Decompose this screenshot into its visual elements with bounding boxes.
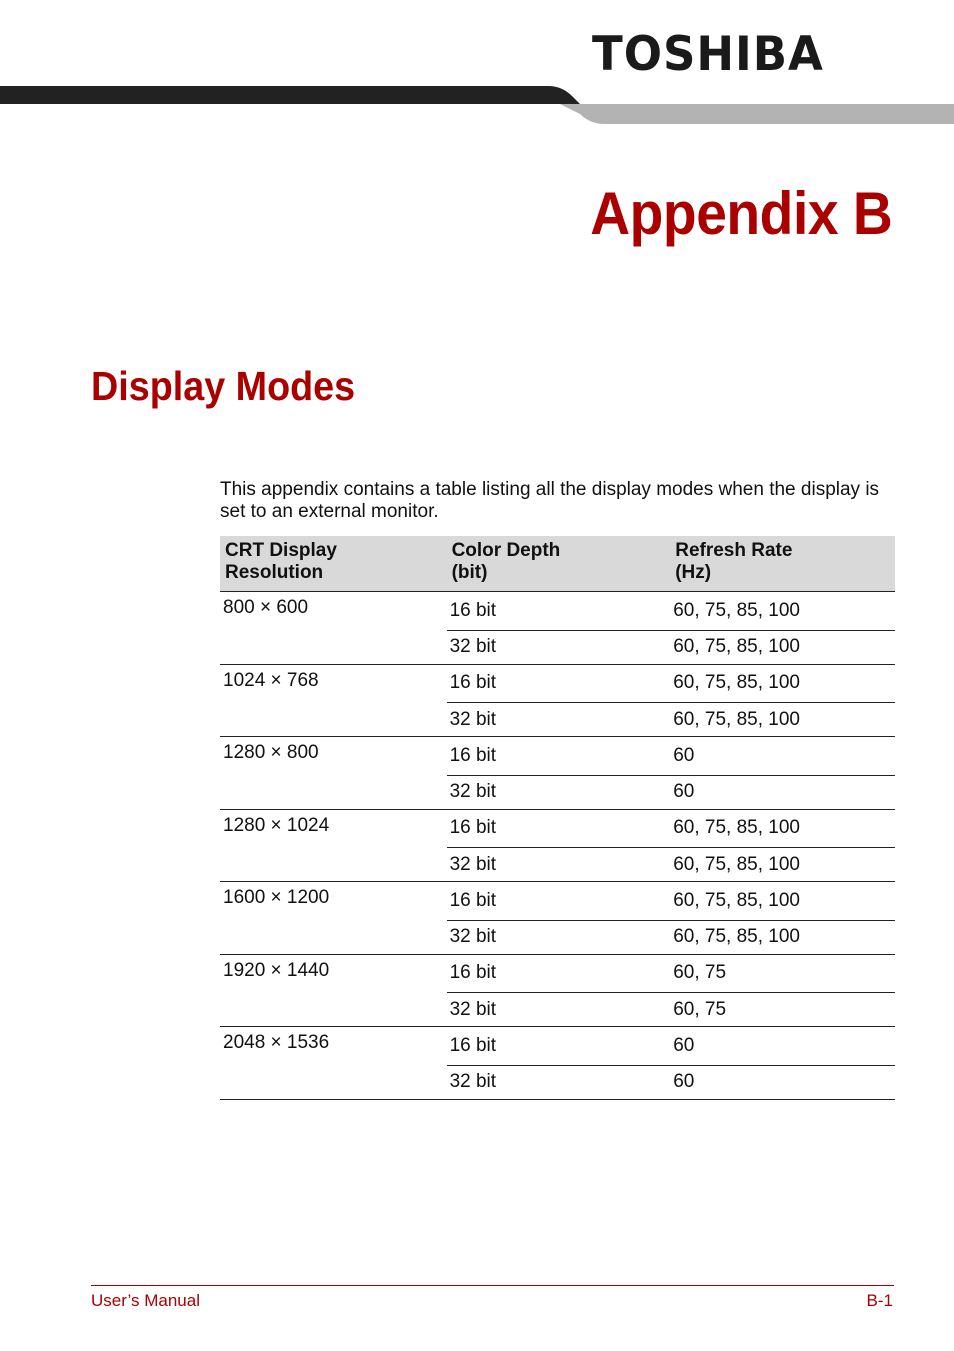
color-depth-cell: 16 bit: [447, 592, 671, 631]
color-depth-cell: 32 bit: [447, 1065, 671, 1099]
header-refresh-rate: [670, 536, 895, 592]
refresh-rate-cell: 60: [670, 737, 895, 776]
header-color-depth: [447, 536, 671, 592]
chapter-title: Appendix B: [589, 180, 892, 247]
refresh-rate-cell: 60, 75: [670, 993, 895, 1027]
intro-paragraph: This appendix contains a table listing all the display modes when the display is set to an external monitor.: [220, 479, 880, 522]
resolution-cell: 800 × 600: [220, 592, 447, 631]
refresh-rate-cell: 60, 75, 85, 100: [670, 920, 895, 954]
table-row: [220, 993, 895, 1027]
refresh-rate-cell: 60, 75, 85, 100: [670, 809, 895, 848]
color-depth-cell: 16 bit: [447, 664, 671, 703]
table-row: [220, 592, 895, 631]
empty-cell: [220, 993, 447, 1027]
header-bands: [0, 0, 954, 140]
refresh-rate-cell: 60, 75, 85, 100: [670, 630, 895, 664]
color-depth-cell: 32 bit: [447, 848, 671, 882]
empty-cell: [220, 630, 447, 664]
header-color-depth-line2: (bit): [451, 562, 488, 583]
table-body: [220, 592, 895, 1100]
header-band-light: [560, 104, 954, 124]
table-row: [220, 920, 895, 954]
refresh-rate-cell: 60, 75, 85, 100: [670, 848, 895, 882]
color-depth-cell: 16 bit: [447, 882, 671, 921]
table-row: [220, 737, 895, 776]
refresh-rate-cell: 60, 75, 85, 100: [670, 703, 895, 737]
color-depth-cell: 32 bit: [447, 630, 671, 664]
refresh-rate-cell: 60, 75, 85, 100: [670, 664, 895, 703]
section-title: Display Modes: [91, 363, 356, 409]
header-color-depth-line1: Color Depth: [451, 540, 561, 561]
empty-cell: [220, 775, 447, 809]
table-row: [220, 630, 895, 664]
table-row: [220, 882, 895, 921]
table-row: [220, 664, 895, 703]
refresh-rate-cell: 60, 75, 85, 100: [670, 592, 895, 631]
table-header-row: [220, 536, 895, 592]
refresh-rate-cell: 60: [670, 775, 895, 809]
color-depth-cell: 16 bit: [447, 737, 671, 776]
resolution-cell: 2048 × 1536: [220, 1027, 447, 1066]
header-resolution: [220, 536, 447, 592]
display-modes-table: [220, 536, 895, 1100]
table-row: [220, 775, 895, 809]
resolution-cell: 1024 × 768: [220, 664, 447, 703]
footer-manual-label: User’s Manual: [91, 1291, 200, 1310]
color-depth-cell: 32 bit: [447, 920, 671, 954]
color-depth-cell: 16 bit: [447, 954, 671, 993]
header-band-dark: [0, 86, 580, 104]
refresh-rate-cell: 60: [670, 1065, 895, 1099]
header-resolution-line2: Resolution: [225, 562, 324, 583]
color-depth-cell: 32 bit: [447, 703, 671, 737]
table-row: [220, 1065, 895, 1099]
footer-page-number: B-1: [866, 1291, 893, 1310]
color-depth-cell: 16 bit: [447, 1027, 671, 1066]
resolution-cell: 1600 × 1200: [220, 882, 447, 921]
header-resolution-line1: CRT Display: [225, 540, 337, 561]
table-row: [220, 703, 895, 737]
toshiba-logo: TOSHIBA: [592, 27, 824, 82]
refresh-rate-cell: 60, 75, 85, 100: [670, 882, 895, 921]
empty-cell: [220, 848, 447, 882]
refresh-rate-cell: 60: [670, 1027, 895, 1066]
header-refresh-rate-line2: (Hz): [675, 562, 712, 583]
resolution-cell: 1280 × 800: [220, 737, 447, 776]
empty-cell: [220, 1065, 447, 1099]
header-refresh-rate-line1: Refresh Rate: [675, 540, 793, 561]
resolution-cell: 1280 × 1024: [220, 809, 447, 848]
footer-rule: [91, 1285, 894, 1286]
table-row: [220, 1027, 895, 1066]
empty-cell: [220, 703, 447, 737]
color-depth-cell: 32 bit: [447, 775, 671, 809]
table-row: [220, 954, 895, 993]
refresh-rate-cell: 60, 75: [670, 954, 895, 993]
table-row: [220, 848, 895, 882]
resolution-cell: 1920 × 1440: [220, 954, 447, 993]
color-depth-cell: 16 bit: [447, 809, 671, 848]
table-row: [220, 809, 895, 848]
color-depth-cell: 32 bit: [447, 993, 671, 1027]
empty-cell: [220, 920, 447, 954]
